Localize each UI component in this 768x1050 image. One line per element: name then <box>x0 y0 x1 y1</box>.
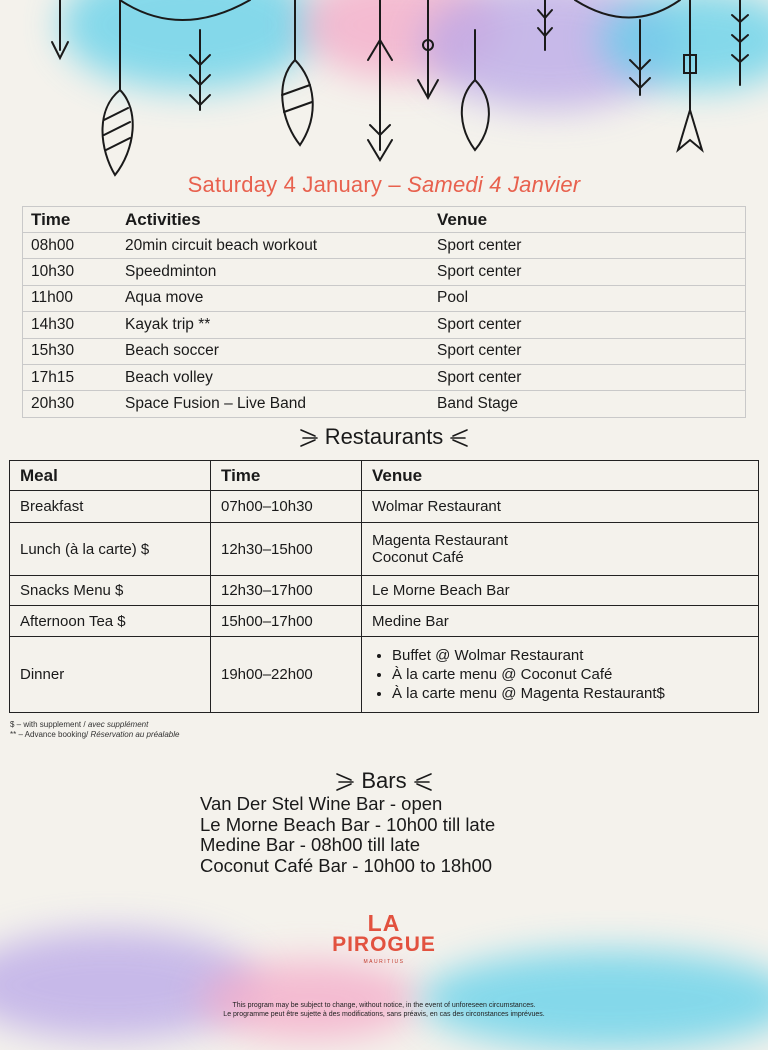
logo-line: LA <box>367 910 401 936</box>
activity-venue: Sport center <box>437 263 522 281</box>
day-title <box>0 172 768 198</box>
bars-title: Bars <box>361 768 407 793</box>
activity-time: 10h30 <box>31 263 75 281</box>
disclaimer-en: This program may be subject to change, without notice, in the event of unforeseen circumstances. <box>232 1002 536 1009</box>
table-row <box>23 364 746 390</box>
meal-venue: Medine Bar <box>362 606 759 637</box>
meal-venue <box>362 637 759 713</box>
activity-venue: Sport center <box>437 236 522 254</box>
watercolor-wash <box>200 960 420 1040</box>
table-row <box>10 491 759 523</box>
meal-time: 12h30–15h00 <box>211 523 362 576</box>
table-row <box>10 637 759 713</box>
table-row <box>23 259 746 285</box>
footnote-booking: ** – Advance booking/ Réservation au préalable <box>10 730 180 739</box>
meal-name: Snacks Menu $ <box>10 576 211 606</box>
meal-time: 12h30–17h00 <box>211 576 362 606</box>
activity-venue: Sport center <box>437 315 522 333</box>
activity-name: Aqua move <box>125 289 204 307</box>
footnote-supplement: $ – with supplement / avec supplément <box>10 720 149 729</box>
la-pirogue-logo <box>318 912 450 965</box>
table-header-row <box>10 461 759 491</box>
column-header: Time <box>211 461 362 491</box>
activity-name: Beach soccer <box>125 342 219 360</box>
activity-time: 11h00 <box>31 289 73 307</box>
sparkle-right-icon <box>449 426 469 450</box>
column-header: Activities <box>125 209 201 229</box>
column-header: Meal <box>10 461 211 491</box>
table-row <box>23 338 746 364</box>
sparkle-left-icon <box>299 426 319 450</box>
activity-time: 15h30 <box>31 342 75 360</box>
activity-name: Speedminton <box>125 263 217 281</box>
meal-name: Breakfast <box>10 491 211 523</box>
footnotes <box>10 720 179 740</box>
activity-time: 17h15 <box>31 368 75 386</box>
disclaimer <box>0 1001 768 1019</box>
restaurants-title: Restaurants <box>324 424 444 449</box>
list-item: • À la carte menu @ Coconut Café <box>392 665 748 684</box>
activity-name: 20min circuit beach workout <box>125 236 318 254</box>
activity-venue: Sport center <box>437 368 522 386</box>
table-row <box>10 576 759 606</box>
sparkle-right-icon <box>413 770 433 794</box>
restaurants-heading <box>0 424 768 450</box>
bars-heading <box>0 768 768 794</box>
restaurants-table <box>9 460 759 713</box>
table-row <box>10 606 759 637</box>
meal-time: 15h00–17h00 <box>211 606 362 637</box>
activity-time: 20h30 <box>31 395 75 413</box>
table-row <box>23 233 746 259</box>
day-title-fr: Samedi 4 Janvier <box>407 172 581 197</box>
activity-time: 08h00 <box>31 236 75 254</box>
list-item: • Buffet @ Wolmar Restaurant <box>392 646 748 665</box>
list-item: • À la carte menu @ Magenta Restaurant$ <box>392 684 748 703</box>
activity-venue: Sport center <box>437 342 522 360</box>
logo-line: MAURITIUS <box>363 959 405 965</box>
table-row <box>23 312 746 338</box>
meal-venue <box>362 523 759 576</box>
day-title-en: Saturday 4 January – <box>187 172 401 197</box>
table-row <box>10 523 759 576</box>
meal-venue-line: Coconut Café <box>372 549 464 566</box>
meal-name: Dinner <box>10 637 211 713</box>
meal-name: Afternoon Tea $ <box>10 606 211 637</box>
activity-venue: Pool <box>437 289 469 307</box>
table-row <box>23 285 746 311</box>
column-header: Venue <box>437 209 488 229</box>
dreamcatcher-decoration-icon <box>0 0 768 180</box>
list-item: Van Der Stel Wine Bar - open <box>200 793 443 814</box>
activity-venue: Band Stage <box>437 395 519 413</box>
meal-time: 19h00–22h00 <box>211 637 362 713</box>
column-header: Time <box>31 209 71 229</box>
sparkle-left-icon <box>335 770 355 794</box>
dinner-venue-list <box>372 646 748 703</box>
list-item: Medine Bar - 08h00 till late <box>200 834 421 855</box>
watercolor-wash <box>420 950 768 1050</box>
column-header: Venue <box>362 461 759 491</box>
meal-venue: Le Morne Beach Bar <box>362 576 759 606</box>
list-item: Le Morne Beach Bar - 10h00 till late <box>200 813 496 835</box>
activity-name: Beach volley <box>125 368 213 386</box>
disclaimer-fr: Le programme peut être sujette à des modifications, sans préavis, en cas des circonstances imprévues. <box>223 1011 545 1018</box>
activity-time: 14h30 <box>31 315 75 333</box>
table-row <box>23 391 746 417</box>
activities-table <box>22 206 746 418</box>
meal-venue-line: Magenta Restaurant <box>372 532 508 549</box>
activity-name: Space Fusion – Live Band <box>125 395 306 413</box>
bars-list <box>200 794 495 876</box>
meal-name: Lunch (à la carte) $ <box>10 523 211 576</box>
activity-name: Kayak trip ** <box>125 315 211 333</box>
meal-time: 07h00–10h30 <box>211 491 362 523</box>
table-header-row <box>23 207 746 233</box>
list-item: Coconut Café Bar - 10h00 to 18h00 <box>200 854 493 876</box>
meal-venue: Wolmar Restaurant <box>362 491 759 523</box>
logo-line: PIROGUE <box>332 933 436 956</box>
